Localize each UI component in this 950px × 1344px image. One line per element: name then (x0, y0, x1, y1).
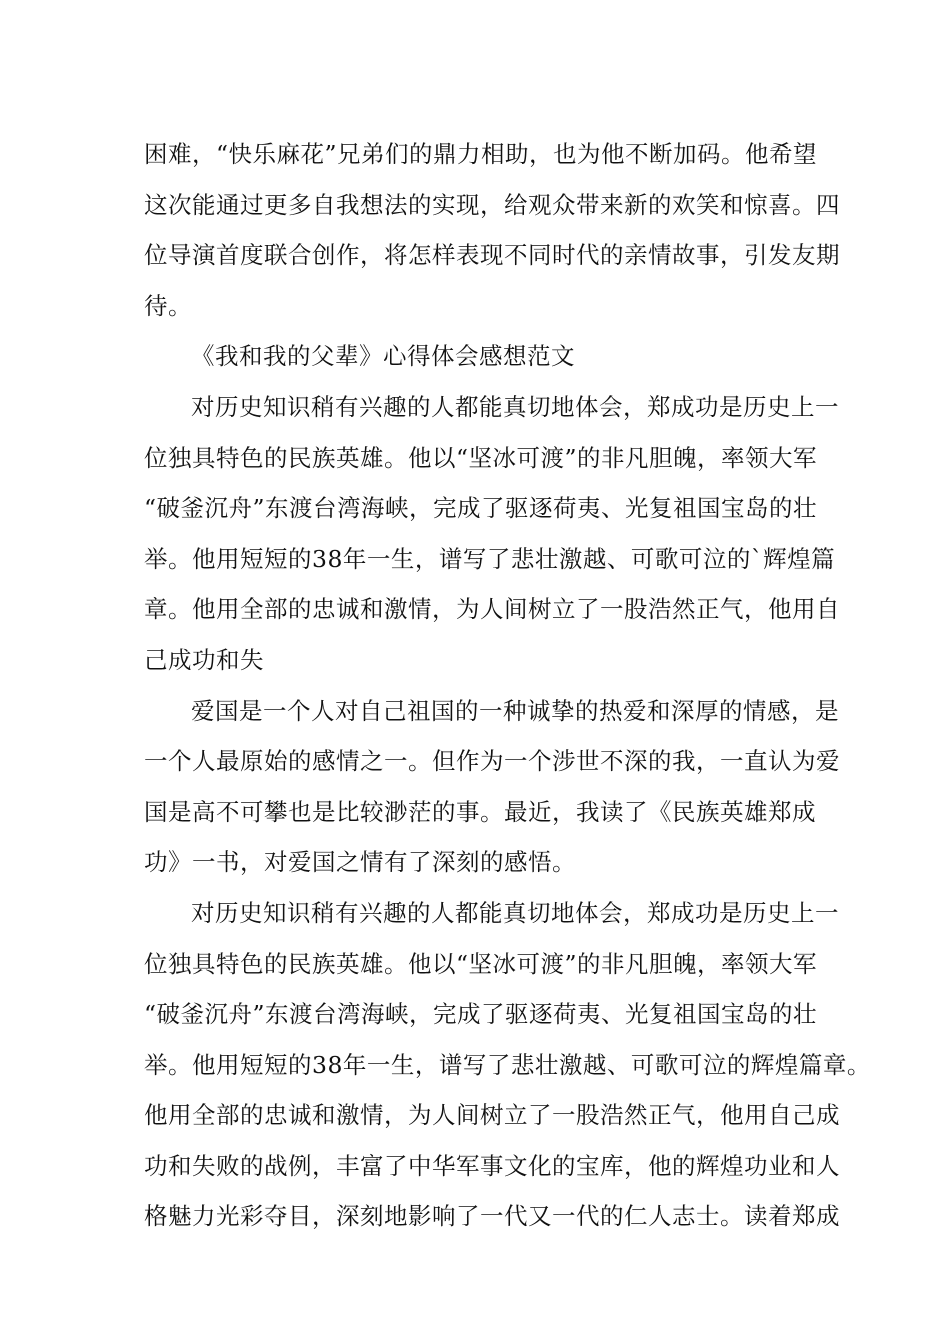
text-line: 举。他用短短的38年一生，谱写了悲壮激越、可歌可泣的辉煌篇章。 (144, 1050, 871, 1079)
text-line: “破釜沉舟”东渡台湾海峡，完成了驱逐荷夷、光复祖国宝岛的壮 (144, 494, 818, 523)
text-line: 国是高不可攀也是比较渺茫的事。最近，我读了《民族英雄郑成 (144, 797, 816, 826)
paragraph-1 (144, 382, 844, 686)
intro-paragraph (144, 129, 844, 331)
text-line: 一个人最原始的感情之一。但作为一个涉世不深的我，一直认为爱 (144, 747, 840, 776)
text-line: 己成功和失 (144, 645, 264, 674)
text-line: 爱国是一个人对自己祖国的一种诚挚的热爱和深厚的情感，是 (191, 696, 839, 725)
text-line: 章。他用全部的忠诚和激情，为人间树立了一股浩然正气，他用自 (144, 595, 840, 624)
paragraph-2 (144, 686, 844, 888)
text-line: 位导演首度联合创作，将怎样表现不同时代的亲情故事，引发友期 (144, 241, 840, 270)
text-line: 功和失败的战例，丰富了中华军事文化的宝库，他的辉煌功业和人 (144, 1151, 840, 1180)
text-line: 格魅力光彩夺目，深刻地影响了一代又一代的仁人志士。读着郑成 (144, 1202, 840, 1231)
text-line: 位独具特色的民族英雄。他以“坚冰可渡”的非凡胆魄，率领大军 (144, 949, 818, 978)
text-line: 困难，“快乐麻花”兄弟们的鼎力相助，也为他不断加码。他希望 (144, 140, 818, 168)
document-body (144, 129, 871, 1242)
text-line: 对历史知识稍有兴趣的人都能真切地体会，郑成功是历史上一 (191, 898, 839, 927)
text-line: 举。他用短短的38年一生，谱写了悲壮激越、可歌可泣的`辉煌篇 (144, 544, 836, 573)
text-line: 这次能通过更多自我想法的实现，给观众带来新的欢笑和惊喜。四 (144, 190, 840, 219)
paragraph-3 (144, 888, 871, 1242)
text-line: “破釜沉舟”东渡台湾海峡，完成了驱逐荷夷、光复祖国宝岛的壮 (144, 1000, 818, 1029)
section-heading: 《我和我的父辈》心得体会感想范文 (191, 342, 575, 371)
text-line: 对历史知识稍有兴趣的人都能真切地体会，郑成功是历史上一 (191, 392, 839, 421)
text-line: 他用全部的忠诚和激情，为人间树立了一股浩然正气，他用自己成 (144, 1101, 840, 1130)
text-line: 位独具特色的民族英雄。他以“坚冰可渡”的非凡胆魄，率领大军 (144, 443, 818, 472)
text-line: 待。 (144, 291, 192, 320)
text-line: 功》一书，对爱国之情有了深刻的感悟。 (144, 848, 576, 877)
